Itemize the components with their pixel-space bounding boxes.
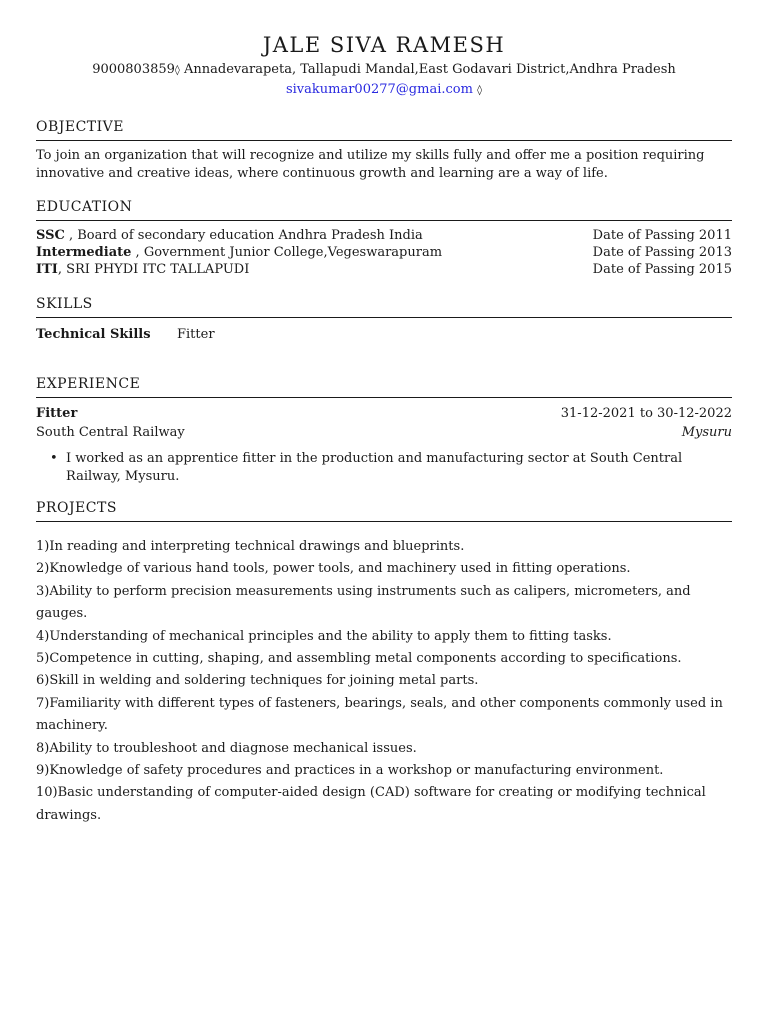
list-item: 5)Competence in cutting, shaping, and assembling metal components according to specifications.: [36, 651, 682, 667]
separator-diamond-icon: ◊: [477, 85, 483, 96]
list-item: 1)In reading and interpreting technical drawings and blueprints.: [36, 539, 465, 554]
list-item: 8)Ability to troubleshoot and diagnose mechanical issues.: [36, 740, 417, 756]
education-entry: [36, 244, 442, 261]
experience-company: South Central Railway: [36, 425, 185, 440]
list-item: 10)Basic understanding of computer-aided design (CAD) software for creating or modifying technical drawings.: [36, 785, 706, 823]
list-item: 7)Familiarity with different types of fasteners, bearings, seals, and other components commonly used in machinery.: [36, 695, 723, 734]
experience-dates: 31-12-2021 to 30-12-2022: [560, 406, 732, 421]
projects-list: [36, 536, 732, 827]
section-title-projects: PROJECTS: [36, 499, 732, 522]
skills-section: [36, 295, 732, 344]
education-entry: [36, 261, 249, 278]
education-entry: [36, 227, 423, 244]
skills-value: Fitter: [177, 327, 215, 342]
education-institution: , SRI PHYDI ITC TALLAPUDI: [57, 262, 250, 277]
skills-label: Technical Skills: [36, 327, 151, 342]
experience-role: Fitter: [36, 406, 78, 421]
contact-line-secondary: [36, 80, 732, 100]
education-row: [36, 261, 732, 278]
list-item: 4)Understanding of mechanical principles and the ability to apply them to fitting tasks.: [36, 628, 612, 644]
contact-line-primary: [36, 60, 732, 80]
objective-section: [36, 118, 732, 183]
education-date: Date of Passing 2013: [592, 245, 732, 260]
education-row: [36, 227, 732, 244]
list-item: 9)Knowledge of safety procedures and practices in a workshop or manufacturing environment.: [36, 763, 664, 779]
education-date: Date of Passing 2015: [592, 262, 732, 277]
education-institution: , Government Junior College,Vegeswarapuram: [131, 245, 443, 260]
phone-number: 9000803859: [92, 62, 175, 77]
skills-row: [36, 326, 732, 344]
section-title-skills: SKILLS: [36, 295, 732, 318]
list-item: 6)Skill in welding and soldering techniques for joining metal parts.: [36, 673, 479, 689]
list-item: 2)Knowledge of various hand tools, power tools, and machinery used in fitting operations.: [36, 561, 631, 577]
education-degree: ITI: [36, 262, 58, 277]
email-link[interactable]: sivakumar00277@gmai.com: [285, 82, 473, 97]
experience-company-row: [36, 423, 732, 442]
education-section: [36, 198, 732, 278]
section-title-objective: OBJECTIVE: [36, 118, 732, 141]
candidate-name: JALE SIVA RAMESH: [262, 33, 506, 57]
resume-page: [36, 30, 732, 827]
list-item: • I worked as an apprentice fitter in the production and manufacturing sector at South Central Railway, Mysuru.: [36, 450, 732, 486]
education-degree: SSC: [36, 228, 65, 243]
section-title-experience: EXPERIENCE: [36, 375, 732, 398]
education-institution: , Board of secondary education Andhra Pradesh India: [64, 228, 423, 243]
experience-bullets: [36, 450, 732, 486]
experience-location: Mysuru: [681, 425, 732, 440]
education-date: Date of Passing 2011: [592, 228, 732, 243]
experience-section: [36, 375, 732, 486]
experience-header-row: [36, 404, 732, 423]
separator-diamond-icon: ◊: [174, 65, 180, 76]
education-row: [36, 244, 732, 261]
address: Annadevarapeta, Tallapudi Mandal,East Godavari District,Andhra Pradesh: [184, 62, 676, 77]
section-title-education: EDUCATION: [36, 198, 732, 221]
education-degree: Intermediate: [36, 245, 132, 260]
projects-section: [36, 499, 732, 827]
list-item: 3)Ability to perform precision measurements using instruments such as calipers, micrometers, and gauges.: [36, 583, 691, 622]
objective-text: To join an organization that will recognize and utilize my skills fully and offer me a position requiring innovative and creative ideas, where continuous growth and learning are a way of life.: [36, 148, 705, 181]
